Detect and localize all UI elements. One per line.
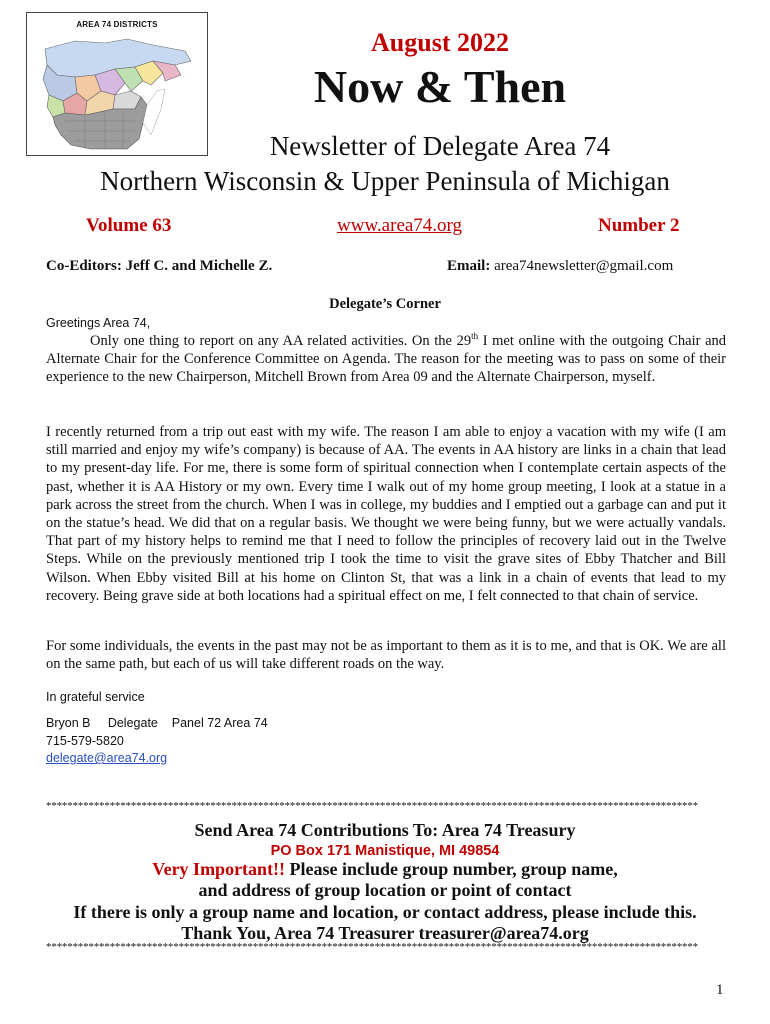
important-text: Please include group number, group name, [285, 859, 618, 879]
map-title: AREA 74 DISTRICTS [76, 20, 158, 29]
newsletter-subtitle: Newsletter of Delegate Area 74 [269, 131, 611, 161]
article-paragraph: For some individuals, the events in the past may not be as important to them as it is to me, and that is OK. We are all on the same path, but each of us will take different roads on the way. [46, 638, 726, 673]
website-link[interactable]: www.area74.org [337, 215, 463, 236]
divider-stars: *************************************************************************************************************************** [46, 941, 698, 953]
important-label: Very Important!! [152, 859, 286, 879]
greeting: Greetings Area 74, [46, 316, 151, 330]
section-heading: Delegate’s Corner [329, 296, 441, 312]
divider-stars: *************************************************************************************************************************** [46, 800, 698, 812]
page-number: 1 [716, 982, 724, 998]
email-value[interactable]: area74newsletter@gmail.com [494, 258, 674, 274]
email-label: Email: [447, 258, 491, 274]
signature-phone: 715-579-5820 [46, 734, 124, 748]
treasurer-thanks: Thank You, Area 74 Treasurer treasurer@area74.org [181, 923, 589, 943]
issue-number: Number 2 [598, 215, 680, 236]
newsletter-title: Now & Then [313, 61, 567, 112]
issue-month: August 2022 [371, 28, 509, 57]
important-notice-line3: If there is only a group name and location, or contact address, please include this. [73, 902, 697, 922]
po-box-address: PO Box 171 Manistique, MI 49854 [270, 843, 500, 859]
signature-line: Bryon B Delegate Panel 72 Area 74 [46, 716, 268, 730]
important-notice-line2: and address of group location or point of contact [198, 880, 572, 900]
important-notice [0, 859, 770, 880]
volume-label: Volume 63 [86, 215, 172, 236]
co-editors: Co-Editors: Jeff C. and Michelle Z. [46, 258, 273, 274]
signature-email-link[interactable]: delegate@area74.org [46, 751, 168, 765]
article-paragraph: Only one thing to report on any AA related activities. On the 29th I met online with the outgoing Chair and Alternate Chair for the Conference Committee on Agenda. The reason for the meeting was to pass on some of their experience to the new Chairperson, Mitchell Brown from Area 09 and the Alternate Chairperson, myself. [46, 331, 726, 386]
article-paragraph: I recently returned from a trip out east with my wife. The reason I am able to enjoy a vacation with my wife (I am still married and enjoy my wife’s company) is because of AA. The events in AA history are links in a chain that lead to my present-day life. For me, there is some form of spiritual connection when I contemplate certain aspects of the past, whether it is AA History or my own. Every time I walk out of my home group meeting, I look at a statue in a park across the street from the church. When I was in college, my buddies and I emptied out a garbage can and put it on the statue’s head. We did that on a regular basis. We thought we were being funny, but we were actually vandals. That part of my history helps to remind me that I need to follow the principles of recovery laid out in the Twelve Steps. While on the previously mentioned trip I took the time to visit the grave sites of Ebby Thatcher and Bill Wilson. When Ebby visited Bill at his home on Clinton St, that was a link in a chain of events that lead to my recovery. Being grave side at both locations had a spiritual effect on me, I felt connected to that chain of service. [46, 424, 726, 604]
closing: In grateful service [46, 690, 145, 704]
newsletter-region: Northern Wisconsin & Upper Peninsula of Michigan [100, 166, 670, 196]
contributions-title: Send Area 74 Contributions To: Area 74 Treasury [194, 820, 576, 840]
newsletter-email [447, 258, 673, 275]
